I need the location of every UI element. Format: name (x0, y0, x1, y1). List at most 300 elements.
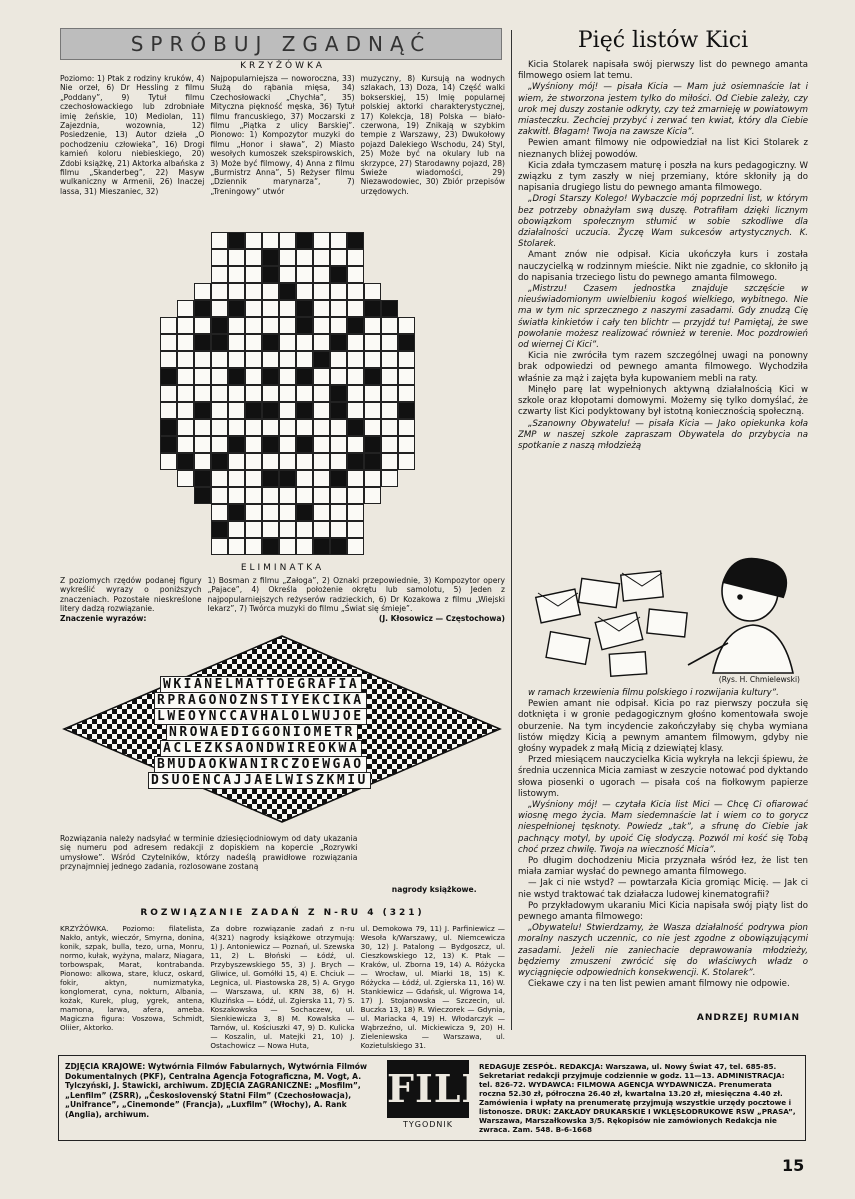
crossword-cell (313, 351, 330, 368)
article-paragraph: Pewien amant filmowy nie odpowiedział na list Kici Stolarek z nieznanych bliżej powodów. (518, 138, 808, 160)
page-number: 15 (782, 1156, 805, 1175)
crossword-cell (262, 283, 279, 300)
elimination-intro-col (60, 576, 202, 632)
crossword-cell (381, 300, 398, 317)
crossword-cell (245, 504, 262, 521)
crossword-cell (347, 300, 364, 317)
crossword-cell (364, 419, 381, 436)
article-paragraph: „Mistrzu! Czasem jednostka znajduje szczęście w nieuświadomionym uwielbieniu kogoś wielkiego, wybitnego. Nie ma w tym nic sprzecznego z naszymi zasadami. Gdy znudzą Cię światła kinkietów i cały ten blichtr — przyjdź tu! Pamiętaj, że swe powołanie możesz realizować również w terenie. Moc pozdrowień od wiernej Ci Kici”. (518, 284, 808, 351)
crossword-cell (398, 334, 415, 351)
crossword-cell (330, 266, 347, 283)
crossword-cell (194, 470, 211, 487)
crossword-cell (330, 538, 347, 555)
crossword-cell (194, 453, 211, 470)
crossword-cell (262, 317, 279, 334)
cartoon-illustration (518, 553, 808, 683)
crossword-cell (194, 317, 211, 334)
crossword-cell (364, 402, 381, 419)
crossword-cell (262, 504, 279, 521)
crossword-cell (228, 436, 245, 453)
crossword-cell (347, 453, 364, 470)
crossword-cell (160, 385, 177, 402)
prizes-col (363, 834, 505, 894)
crossword-cell (296, 385, 313, 402)
crossword-cell (347, 368, 364, 385)
crossword-cell (211, 402, 228, 419)
crossword-cell (160, 317, 177, 334)
crossword-cell (245, 521, 262, 538)
crossword-cell (211, 300, 228, 317)
column-divider (511, 30, 512, 1030)
crossword-cell (347, 351, 364, 368)
crossword-cell (347, 283, 364, 300)
article-paragraph: Amant znów nie odpisał. Kicia ukończyła kurs i została nauczycielką w rodzinnym mieście. Nikt nie zgadnie, co skłoniło ją do napisania trzeciego listu do pewnego amanta filmowego. (518, 250, 808, 283)
crossword-cell (313, 521, 330, 538)
crossword-cell (262, 436, 279, 453)
crossword-cell (245, 249, 262, 266)
crossword-cell (160, 351, 177, 368)
crossword-cell (245, 436, 262, 453)
crossword-cell (262, 487, 279, 504)
crossword-cell (262, 266, 279, 283)
crossword-cell (398, 385, 415, 402)
crossword-cell (279, 402, 296, 419)
crossword-cell (330, 232, 347, 249)
crossword-cell (245, 283, 262, 300)
crossword-cell (177, 368, 194, 385)
crossword-cell (296, 249, 313, 266)
crossword-cell (330, 402, 347, 419)
crossword-cell (313, 402, 330, 419)
crossword-cell (228, 368, 245, 385)
crossword-cell (330, 487, 347, 504)
crossword-cell (177, 436, 194, 453)
crossword-cell (177, 385, 194, 402)
crossword-cell (364, 317, 381, 334)
article-paragraph: Ciekawe czy i na ten list pewien amant filmowy nie odpowie. (528, 979, 790, 990)
crossword-cell (228, 266, 245, 283)
crossword-clues-col-1: Poziomo: 1) Ptak z rodziny kruków, 4) Nie orzeł, 6) Dr Hessling z filmu „Poddany”, 9) Tytuł filmu czechosłowackiego lub zdrobniałe imię żeńskie, 10) Mediolan, 11) Zajezdnia, wozownia, 12) Posiedzenie, 13) Autor dzieła „O pochodzeniu człowieka”, 16) Drogi kamień koloru niebieskiego, 20) Zdobi książkę, 21) Aktorka albańska z filmu „Skanderbeg”, 22) Masyw wulkaniczny w Armenii, 26) Inaczej lassa, 31) Mieszaniec, 32) (60, 74, 205, 196)
crossword-cell (398, 402, 415, 419)
article-paragraph: Kicia Stolarek napisała swój pierwszy list do pewnego amanta filmowego osiem lat temu. (518, 60, 808, 82)
crossword-cell (211, 249, 228, 266)
crossword-cell (313, 419, 330, 436)
crossword-cell (296, 368, 313, 385)
crossword-cell (296, 419, 313, 436)
crossword-cell (160, 334, 177, 351)
elimination-row: NROWAEDIGGONIOMETR (166, 724, 358, 741)
crossword-cell (347, 487, 364, 504)
crossword-cell (296, 453, 313, 470)
article-author: ANDRZEJ RUMIAN (696, 1013, 800, 1023)
crossword-cell (211, 317, 228, 334)
crossword-cell (313, 232, 330, 249)
crossword-cell (296, 521, 313, 538)
crossword-cell (228, 487, 245, 504)
crossword-cell (330, 249, 347, 266)
crossword-cell (194, 487, 211, 504)
crossword-cell (381, 334, 398, 351)
article-paragraph: Minęło parę lat wypełnionych aktywną działalnością Kici w szkole oraz kłopotami domowymi. Możemy się tylko domyślać, że czwarty list Kici podyktowany był istotną koniecznością społeczną. (518, 384, 808, 418)
crossword-cell (296, 334, 313, 351)
film-logo (387, 1060, 505, 1136)
elimination-row: RPRAGONOZNSTIYEKCIKA (154, 692, 367, 709)
crossword-cell (364, 470, 381, 487)
banner-title: SPRÓBUJ ZGADNĄĆ (130, 32, 432, 56)
crossword-cell (381, 385, 398, 402)
elimination-row: BMUDAOKWANIRCZOEWGAO (154, 756, 367, 773)
article-paragraph: Pewien amant nie odpisał. Kicia po raz pierwszy poczuła się dotknięta i w gronie pedagogicznym głośno komentowała swoje oburzenie. Na tym incydencie zakończyłaby się chyba wymiana listów między Kicią a pewnym amantem filmowym, gdyby nie głośny wypadek z małą Micią z dziewiątej klasy. (518, 699, 808, 755)
crossword-cell (211, 283, 228, 300)
crossword-cell (313, 334, 330, 351)
crossword-cell (279, 300, 296, 317)
crossword-cell (211, 538, 228, 555)
crossword-cell (296, 402, 313, 419)
crossword-cell (381, 470, 398, 487)
crossword-cell (347, 538, 364, 555)
illustration-credit: (Rys. H. Chmielewski) (718, 675, 800, 684)
elimination-clues-col (208, 576, 505, 632)
crossword-cell (296, 504, 313, 521)
crossword-cell (245, 470, 262, 487)
crossword-cell (211, 504, 228, 521)
crossword-cell (279, 266, 296, 283)
crossword-cell (313, 453, 330, 470)
crossword-cell (347, 470, 364, 487)
crossword-cell (279, 249, 296, 266)
elimination-row: ACLEZKSAONDWIREOKWA (160, 740, 362, 757)
crossword-cell (279, 538, 296, 555)
crossword-cell (313, 266, 330, 283)
crossword-cell (279, 351, 296, 368)
crossword-cell (245, 232, 262, 249)
crossword-cell (330, 334, 347, 351)
elimination-heading: ELIMINATKA (240, 563, 325, 573)
crossword-cell (160, 453, 177, 470)
crossword-cell (211, 521, 228, 538)
elimination-author: (J. Kłosowicz — Częstochowa) (378, 613, 505, 623)
crossword-cell (228, 385, 245, 402)
crossword-cell (211, 419, 228, 436)
crossword-cell (262, 453, 279, 470)
crossword-cell (296, 487, 313, 504)
crossword-cell (347, 317, 364, 334)
crossword-cell (194, 419, 211, 436)
masthead-footer (58, 1055, 806, 1141)
crossword-cell (296, 351, 313, 368)
crossword-cell (245, 300, 262, 317)
crossword-heading: KRZYŻÓWKA (240, 61, 325, 71)
crossword-cell (313, 317, 330, 334)
crossword-cell (330, 436, 347, 453)
crossword-cell (177, 453, 194, 470)
crossword-cell (228, 538, 245, 555)
solutions-heading: ROZWIĄZANIE ZADAŃ Z N-RU 4 (321) (140, 908, 425, 918)
crossword-cell (228, 232, 245, 249)
crossword-cell (177, 419, 194, 436)
solutions-col-3: ul. Demokowa 79, 11) J. Parfiniewicz — Wesoła k/Warszawy, ul. Niemcewicza 30, 12) J. Patalong — Bydgoszcz, ul. Cieszkowskiego 12, 13) K. Ptak — Kraków, ul. Zborna 19, 14) A. Różycka — Wrocław, ul. Miarki 18, 15) K. Różycka — Łódź, ul. Zgierska 11, 16) W. Stankiewicz — Gdańsk, ul. Wigrowa 14, 17) J. Stojanowska — Szczecin, ul. Buczka 13, 18) R. Wieczorek — Gdynia, ul. Mariacka 4, 19) H. Włodarczyk — Wąbrzeźno, ul. Mickiewicza 9, 20) H. Zieleniewska — Warszawa, ul. Kozietulskiego 31. (360, 924, 505, 1050)
crossword-cell (279, 232, 296, 249)
article-body-bottom (518, 688, 808, 1010)
crossword-cell (228, 470, 245, 487)
crossword-cell (211, 368, 228, 385)
puzzle-column (60, 28, 505, 1050)
crossword-cell (347, 402, 364, 419)
crossword-cell (330, 368, 347, 385)
article-title: Pięć listów Kici (577, 28, 749, 53)
crossword-cell (211, 436, 228, 453)
crossword-cell (347, 266, 364, 283)
crossword-cell (279, 385, 296, 402)
crossword-cell (211, 351, 228, 368)
article-paragraph: „Wyśniony mój! — pisała Kicia — Mam już osiemnaście lat i wiem, że stworzona jestem tylko do miłości. Od Ciebie zależy, czy urok mej duszy zostanie odkryty, czy też zmarnieję w powiatowym miasteczku. Zechciej przybyć i zerwać ten kwiat, który dla Ciebie zakwitł. Błagam! Twoja na zawsze Kicia”. (518, 82, 808, 138)
logo-subtitle: TYGODNIK (402, 1120, 454, 1129)
crossword-cell (228, 351, 245, 368)
crossword-cell (347, 436, 364, 453)
crossword-cell (347, 249, 364, 266)
article-paragraph: Kicia zdała tymczasem maturę i poszła na kurs pedagogiczny. W związku z tym zaszły w niej przemiany, które skłoniły ją do napisania drugiego listu do pewnego amanta filmowego. (518, 160, 808, 194)
article-paragraph: Kicia nie zwróciła tym razem szczególnej uwagi na ponowny brak odpowiedzi od pewnego amanta filmowego. Wychodziła właśnie za mąż i zajęta była kupowaniem mebli na raty. (518, 351, 808, 384)
elimination-intro: Z poziomych rzędów podanej figury wykreślić wyrazy o poniższych znaczeniach. Pozostałe nieskreślone litery dadzą rozwiązanie. (60, 576, 202, 614)
article-paragraph: „Drogi Starszy Kolego! Wybaczcie mój poprzedni list, w którym bez potrzeby obnażyłam swą duszę. Potrafiłam dzięki licznym obowiązkom społecznym stłumić w sobie szkodliwe dla działalności uczucia. Życzę Wam sukcesów artystycznych. K. Stolarek. (518, 194, 808, 250)
crossword-cell (347, 504, 364, 521)
crossword-cell (296, 538, 313, 555)
crossword-cell (296, 266, 313, 283)
crossword-cell (313, 283, 330, 300)
crossword-cell (381, 402, 398, 419)
crossword-cell (211, 487, 228, 504)
crossword-cell (228, 504, 245, 521)
crossword-cell (262, 521, 279, 538)
crossword-cell (228, 334, 245, 351)
crossword-cell (330, 351, 347, 368)
crossword-cell (177, 334, 194, 351)
crossword-cell (347, 521, 364, 538)
crossword-clues (60, 74, 505, 224)
crossword-cell (330, 453, 347, 470)
crossword-cell (228, 521, 245, 538)
crossword-cell (245, 266, 262, 283)
crossword-cell (347, 419, 364, 436)
crossword-cell (398, 351, 415, 368)
crossword-cell (347, 334, 364, 351)
crossword-cell (245, 453, 262, 470)
solutions-col-1: KRZYŻÓWKA. Poziomo: filatelista, Nakło, antyk, wieczór, Smyrna, donina, konik, szpak, bulla, tezo, urna, Monru, normo, kułak, wyżyna, malarz, Niagara, torbowspak, Marat, kontrabanda. Pionowo: alkowa, stare, klucz, oskard, fokir, aktyn, numizmatyka, konglomerat, cyna, nokturn, Albania, kożak, Kurek, plug, ygrek, antena, mamona, larwa, afera, ameba. Magiczna figura: Voszowa, Schmidt, Oliier, Aktorko. (60, 924, 205, 1032)
crossword-cell (398, 453, 415, 470)
crossword-cell (398, 436, 415, 453)
crossword-cell (296, 317, 313, 334)
crossword-cell (245, 317, 262, 334)
crossword-cell (177, 300, 194, 317)
crossword-cell (279, 283, 296, 300)
crossword-cell (245, 419, 262, 436)
crossword-cell (194, 334, 211, 351)
elimination-row: LWEOYNCCAVHALOLWUJOE (154, 708, 367, 725)
crossword-cell (262, 419, 279, 436)
crossword-cell (211, 266, 228, 283)
crossword-cell (160, 419, 177, 436)
crossword-cell (330, 283, 347, 300)
crossword-cell (262, 300, 279, 317)
article-paragraph: — Jak ci nie wstyd? — powtarzała Kicia gromiąc Micię. — Jak ci nie wstyd traktować tak działacza ludowej kinematografii? (518, 878, 808, 900)
crossword-cell (211, 334, 228, 351)
crossword-cell (330, 300, 347, 317)
crossword-cell (381, 351, 398, 368)
crossword-cell (262, 402, 279, 419)
crossword-cell (160, 402, 177, 419)
article-paragraph: „Szanowny Obywatelu! — pisała Kicia — Jako opiekunka koła ZMP w naszej szkole zapraszam Obywatela do przybycia na spotkanie z naszą młodzieżą (518, 418, 808, 451)
crossword-cell (313, 300, 330, 317)
crossword-cell (296, 470, 313, 487)
crossword-cell (177, 317, 194, 334)
logo-title: FILM (387, 1060, 469, 1118)
crossword-cell (347, 385, 364, 402)
elimination-row: WKIANELMATTOEGRAFIA (160, 676, 362, 693)
crossword-cell (398, 419, 415, 436)
elimination-row: DSUOENCAJJAELWISZKMIU (148, 772, 371, 789)
crossword-cell (330, 385, 347, 402)
crossword-cell (296, 300, 313, 317)
crossword-cell (228, 402, 245, 419)
crossword-cell (228, 300, 245, 317)
crossword-cell (381, 317, 398, 334)
crossword-cell (262, 351, 279, 368)
article-paragraph: Po długim dochodzeniu Micia przyznała wśród łez, że list ten miała zamiar wysłać do pewnego amanta filmowego. (518, 856, 808, 878)
crossword-cell (194, 402, 211, 419)
crossword-cell (194, 283, 211, 300)
crossword-clues-col-2: Najpopularniejsza — noworoczna, 33) Służą do rąbania mięsa, 34) Czechosłowacki „Chychła”, 35) Mityczna piękność męska, 36) Tytuł filmu francuskiego, 37) Moczarski z filmu „Piątka z ulicy Barskiej”. Pionowo: 1) Kompozytor muzyki do filmu „Honor i sława”, 2) Miasto wesołych kumoszek szekspirowskich, 3) Może być filmowy, 4) Anna z filmu „Burmistrz Anna”, 5) Reżyser filmu „Dziennik marynarza”, 7) „Treningowy” utwór (210, 74, 355, 196)
crossword-cell (381, 368, 398, 385)
crossword-cell (177, 402, 194, 419)
crossword-grid (152, 232, 432, 560)
elimination-meaning-label: Znaczenie wyrazów: (60, 613, 147, 623)
crossword-cell (194, 300, 211, 317)
crossword-cell (330, 521, 347, 538)
elimination-clues: 1) Bosman z filmu „Załoga”, 2) Oznaki przepowiednie, 3) Kompozytor opery „Pajace”, 4) Określa położenie okrętu lub samolotu, 5) Jeden z najpopularniejszych reżyserów radzieckich, 6) Dr Kozakowa z filmu „Wiejski lekarz”, 7) Twórca muzyki do filmu „Świat się śmieje”. (207, 576, 505, 614)
article-column (518, 28, 808, 1028)
crossword-cell (228, 453, 245, 470)
crossword-cell (279, 419, 296, 436)
crossword-cell (296, 436, 313, 453)
crossword-cell (364, 487, 381, 504)
crossword-cell (262, 232, 279, 249)
article-paragraph: Po przykładowym ukaraniu Mici Kicia napisała swój piąty list do pewnego amanta filmowego: (518, 900, 808, 923)
crossword-cell (262, 470, 279, 487)
crossword-cell (228, 419, 245, 436)
crossword-cell (211, 470, 228, 487)
crossword-cell (245, 334, 262, 351)
elimination-figure (62, 634, 502, 824)
crossword-cell (228, 317, 245, 334)
crossword-cell (177, 470, 194, 487)
crossword-cell (313, 368, 330, 385)
crossword-cell (262, 334, 279, 351)
crossword-cell (262, 385, 279, 402)
crossword-cell (313, 504, 330, 521)
crossword-cell (364, 436, 381, 453)
crossword-cell (211, 385, 228, 402)
crossword-cell (279, 521, 296, 538)
crossword-cell (245, 351, 262, 368)
editorial-info: REDAGUJE ZESPÓŁ. REDAKCJA: Warszawa, ul. Nowy Świat 47, tel. 685-85. Sekretariat redakcji przyjmuje codziennie w godz. 11—13. ADMINISTRACJA: tel. 826-72. WYDAWCA: FILMOWA AGENCJA WYDAWNICZA. Prenumerata roczna 52.30 zł, półroczna 26.40 zł, kwartalna 13.20 zł, miesięczna 4.40 zł. Zamówienia i wpłaty na prenumeratę przyjmują wszystkie urzędy pocztowe i listonosze. DRUK: ZAKŁADY DRUKARSKIE I WKLĘSŁODRUKOWE RSW „PRASA”, Warszawa, Marszałkowska 3/5. Rękopisów nie zamówionych Redakcja nie zwraca. Zam. 548. B-6-1668 (479, 1062, 796, 1134)
crossword-cell (245, 487, 262, 504)
crossword-cell (262, 368, 279, 385)
crossword-cell (279, 470, 296, 487)
crossword-cell (364, 385, 381, 402)
crossword-cell (194, 368, 211, 385)
crossword-cell (347, 232, 364, 249)
rules-col (60, 834, 357, 894)
crossword-cell (364, 300, 381, 317)
crossword-cell (330, 317, 347, 334)
crossword-cell (211, 453, 228, 470)
crossword-cell (279, 504, 296, 521)
crossword-cell (279, 368, 296, 385)
crossword-cell (313, 385, 330, 402)
crossword-cell (245, 538, 262, 555)
article-paragraph: „Wyśniony mój! — czytała Kicia list Mici — Chcę Ci ofiarować wiosnę mego życia. Mam siedemnaście lat i wiem co to gorycz niespełnionej tęsknoty. Powiedz „tak”, a sfrunę do Ciebie jak pachnący motyl, by upoić Cię słodyczą. Pozwól mi kość się Tobą choć przez chwilę. Twoja na wieczność Micia”. (518, 800, 808, 855)
crossword-cell (330, 470, 347, 487)
crossword-cell (228, 283, 245, 300)
prizes-label: nagrody książkowe. (391, 884, 477, 894)
crossword-cell (381, 419, 398, 436)
crossword-cell (398, 368, 415, 385)
crossword-cell (194, 385, 211, 402)
crossword-cell (313, 538, 330, 555)
article-paragraph: w ramach krzewienia filmu polskiego i rozwijania kultury”. (528, 688, 779, 698)
crossword-cell (313, 249, 330, 266)
puzzle-banner (60, 28, 502, 60)
solutions-text (60, 924, 505, 1064)
crossword-cell (364, 283, 381, 300)
photo-credits: ZDJĘCIA KRAJOWE: Wytwórnia Filmów Fabularnych, Wytwórnia Filmów Dokumentalnych (PKF), Centralna Agencja Fotograficzna, M. Vogt, A. Tylczyński, J. Stawicki, archiwum. ZDJĘCIA ZAGRANICZNE: „Mosfilm”, „Lenfilm” (ZSRR), „Československý Statni Film” (Czechosłowacja), „Unifrance”, „Cinemonde” (Francja), „Luxfilm” (Włochy), A. Rank (Anglia), archiwum. (65, 1062, 367, 1119)
crossword-cell (194, 351, 211, 368)
crossword-cell (313, 436, 330, 453)
crossword-cell (245, 385, 262, 402)
crossword-cell (364, 453, 381, 470)
crossword-cell (160, 436, 177, 453)
article-body-top (518, 60, 808, 552)
crossword-cell (330, 504, 347, 521)
crossword-cell (279, 436, 296, 453)
article-paragraph: Przed miesiącem nauczycielka Kicia wykryła na lekcji śpiewu, że średnia uczennica Micia zamiast w zeszycie notować pod dyktando słowa piosenki o ugorach — pisała coś na fiołkowym papierze listowym. (518, 755, 808, 799)
crossword-cell (279, 453, 296, 470)
crossword-cell (262, 249, 279, 266)
crossword-cell (296, 283, 313, 300)
crossword-cell (398, 317, 415, 334)
crossword-cell (364, 368, 381, 385)
solutions-col-2: Za dobre rozwiązanie zadań z n-ru 4(321) nagrody książkowe otrzymują: 1) J. Antoniewicz — Poznań, ul. Szewska 11, 2) L. Błoński — Łódź, ul. Przybyszewskiego 55, 3) J. Brych — Gliwice, ul. Gomółki 15, 4) E. Chciuk — Legnica, ul. Piastowska 28, 5) A. Grygo — Warszawa, ul. KRN 38, 6) H. Kluzińska — Łódź, ul. Zgierska 11, 7) S. Koszakowska — Sochaczew, ul. Sienkiewicza 3, 8) M. Kowalska — Tarnów, ul. Kościuszki 47, 9) D. Kulicka — Koszalin, ul. Matejki 21, 10) J. Ostachowicz — Nowa Huta, (210, 924, 355, 1050)
crossword-cell (279, 334, 296, 351)
article-paragraph: „Obywatelu! Stwierdzamy, że Wasza działalność podrywa pion moralny naszych uczennic, co nie jest zgodne z obowiązującymi zasadami. Jeżeli nie zaniechacie deprawowania młodzieży, będziemy zmuszeni zwrócić się do właściwych władz o wyciągnięcie odpowiednich konsekwencji. K. Stolarek”. (518, 923, 808, 979)
crossword-cell (381, 453, 398, 470)
crossword-cell (194, 436, 211, 453)
elimination-text (60, 576, 505, 632)
crossword-cell (364, 351, 381, 368)
crossword-cell (177, 351, 194, 368)
crossword-cell (296, 232, 313, 249)
crossword-clues-col-3: muzyczny, 8) Kursują na wodnych szlakach, 13) Doza, 14) Część walki bokserskiej, 15) Imię popularnej polskiej aktorki charakterystycznej, 17) Kolekcja, 18) Polska — biało-czerwona, 19) Znikają w szybkim tempie z Warszawy, 23) Dwukołowy pojazd Dalekiego Wschodu, 24) Styl, 25) Może być na okulary lub na skrzypce, 27) Starodawny pojazd, 28) Świeże wiadomości, 29) Niezawodowiec, 30) Zbiór przepisów urzędowych. (360, 74, 505, 196)
crossword-cell (381, 436, 398, 453)
crossword-cell (160, 368, 177, 385)
crossword-cell (228, 249, 245, 266)
crossword-cell (245, 402, 262, 419)
crossword-cell (279, 487, 296, 504)
rules-body: Rozwiązania należy nadsyłać w terminie dziesięciodniowym od daty ukazania się numeru pod adresem redakcji z dopiskiem na kopercie „Rozrywki umysłowe”. Wśród Czytelników, którzy nadeślą prawidłowe rozwiązania przynajmniej jednego zadania, rozlosowane zostaną (60, 834, 358, 872)
crossword-cell (245, 368, 262, 385)
crossword-cell (330, 419, 347, 436)
crossword-cell (313, 470, 330, 487)
